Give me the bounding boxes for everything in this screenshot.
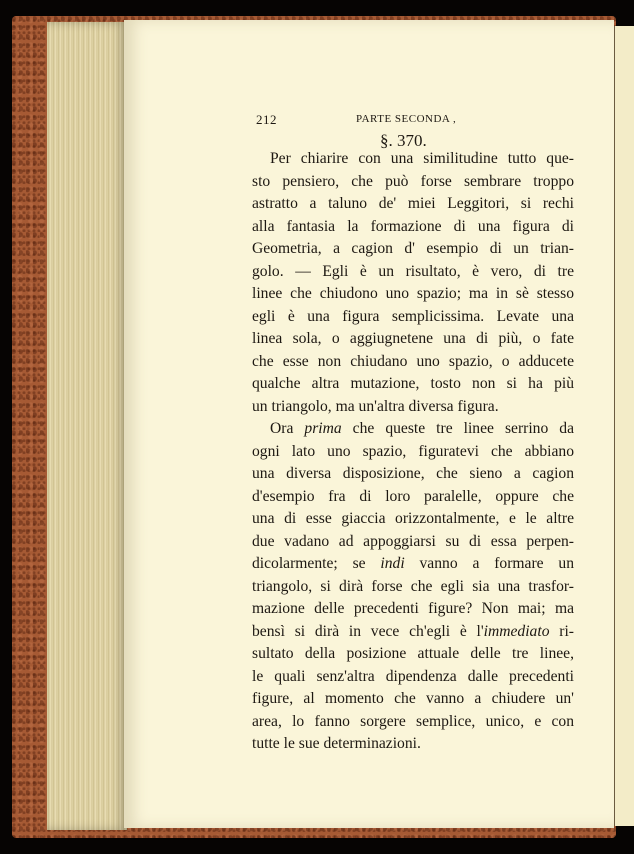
text-line: che esse non chiudano uno spazio, o adducete [252,352,574,370]
emphasis-indi: indi [380,555,405,572]
text-line: le quali senz'altra dipendenza dalle precedenti [252,667,574,685]
text-line: Ora prima che queste tre linee serrino da [270,420,574,437]
text-line: dicolarmente; se indi vanno a formare un [252,555,574,572]
text-line: due vadano ad appoggiarsi su di essa perpen- [252,532,574,550]
running-title: PARTE SECONDA , [356,113,457,125]
text-line: una di esse giaccia orizzontalmente, e le altre [252,510,574,527]
text-line: alla fantasia la formazione di una figura di [252,217,574,235]
page-number: 212 [256,112,277,127]
running-header [256,112,468,130]
text-line: sultato della posizione attuale delle tre linee, [252,645,574,662]
text-line: Geometria, a cagion d' esempio di un trian- [252,240,574,257]
text-line: astratto a taluno de' miei Leggitori, si rechi [252,195,574,212]
text-line: Per chiarire con una similitudine tutto que- [270,150,574,167]
text-line: triangolo, si dirà forse che egli sia una trasfor- [252,577,574,595]
text-line: linea sola, o aggiugnetene una di più, o fate [252,330,574,347]
page-body [252,148,574,756]
text-line: d'esempio fra di loro paralelle, oppure che [252,487,574,505]
text-line: ogni lato uno spazio, figuratevi che abbiano [252,442,574,460]
text-line: bensì si dirà in vece ch'egli è l'immediato ri- [252,622,574,640]
emphasis-prima: prima [304,420,342,437]
text-line: mazione delle precedenti figure? Non mai; ma [252,600,574,617]
text-line: area, lo fanno sorgere semplice, unico, e con [252,712,574,730]
text-line: un triangolo, ma un'altra diversa figura. [252,397,499,415]
page-edges [47,22,127,830]
paragraph-2 [252,418,574,756]
paragraph-1 [252,148,574,418]
emphasis-immediato: immediato [483,622,550,640]
section-number: §. 370. [380,131,427,150]
text-line: linee che chiudono uno spazio; ma in sè stesso [252,285,574,302]
text-line: egli è una figura semplicissima. Levate una [252,307,574,325]
text-line: qualche altra mutazione, tosto non si ha più [252,375,574,392]
text-line: una diversa disposizione, che sieno a cagion [252,465,574,482]
text-line: sto pensiero, che può forse sembrare troppo [252,172,574,190]
text-line: tutte le sue determinazioni. [252,735,421,752]
text-line: golo. — Egli è un risultato, è vero, di tre [252,262,574,280]
text-line: figure, al momento che vanno a chiudere un' [252,690,574,707]
facing-page-edge [614,26,634,826]
